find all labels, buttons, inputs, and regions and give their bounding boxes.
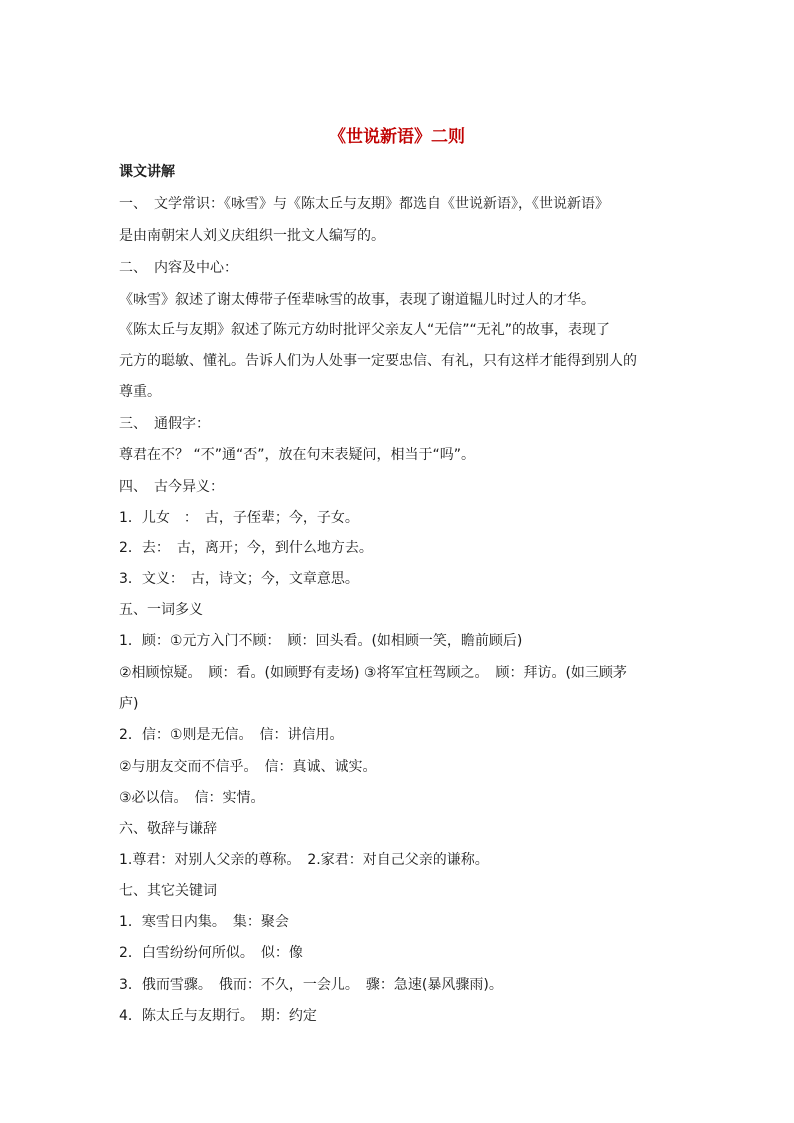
text-line: 4．陈太丘与友期行。 期：约定 <box>119 1008 317 1024</box>
text-line: 是由南朝宋人刘义庆组织一批文人编写的。 <box>119 228 385 244</box>
section-heading: 课文讲解 <box>119 164 175 180</box>
text-line: 《陈太丘与友期》叙述了陈元方幼时批评父亲友人“无信”“无礼”的故事，表现了 <box>119 322 611 338</box>
text-line: 四、 古今异义： <box>119 479 224 495</box>
text-line: 六、敬辞与谦辞 <box>119 821 217 837</box>
text-line: 三、 通假字： <box>119 416 210 432</box>
text-line: 一、 文学常识：《咏雪》与《陈太丘与友期》都选自《世说新语》，《世说新语》 <box>119 196 609 212</box>
text-line: 3．文义： 古，诗文；今，文章意思。 <box>119 571 359 587</box>
text-line: 二、 内容及中心： <box>119 260 238 276</box>
text-line: 元方的聪敏、懂礼。告诉人们为人处事一定要忠信、有礼，只有这样才能得到别人的 <box>119 353 637 369</box>
text-line: 《咏雪》叙述了谢太傅带子侄辈咏雪的故事，表现了谢道韫儿时过人的才华。 <box>119 292 595 308</box>
text-line: 五、一词多义 <box>119 602 203 618</box>
text-line: 3．俄而雪骤。 俄而：不久，一会儿。 骤：急速(暴风骤雨)。 <box>119 977 503 993</box>
text-line: 2．信：①则是无信。 信：讲信用。 <box>119 727 344 743</box>
text-line: 2．白雪纷纷何所似。 似：像 <box>119 945 303 961</box>
text-line: 庐) <box>119 696 139 712</box>
text-line: 1．寒雪日内集。 集：聚会 <box>119 914 289 930</box>
text-line: 1．顾：①元方入门不顾： 顾：回头看。(如相顾一笑，瞻前顾后) <box>119 633 523 649</box>
text-line: ②与朋友交而不信乎。 信：真诚、诚实。 <box>119 759 377 775</box>
text-line: 尊重。 <box>119 384 161 400</box>
text-line: 1．儿女 ： 古，子侄辈；今，子女。 <box>119 510 359 526</box>
text-line: 尊君在不？ “不”通“否”，放在句末表疑问，相当于“吗”。 <box>119 447 475 463</box>
text-line: 2．去： 古，离开；今，到什么地方去。 <box>119 540 373 556</box>
text-line: 1.尊君：对别人父亲的尊称。 2.家君：对自己父亲的谦称。 <box>119 852 489 868</box>
text-line: ③必以信。 信：实情。 <box>119 790 265 806</box>
text-line: 七、其它关键词 <box>119 883 217 899</box>
text-line: ②相顾惊疑。 顾：看。(如顾野有麦场) ③将军宜枉驾顾之。 顾：拜访。(如三顾茅 <box>119 665 627 681</box>
document-title: 《世说新语》二则 <box>329 127 465 147</box>
